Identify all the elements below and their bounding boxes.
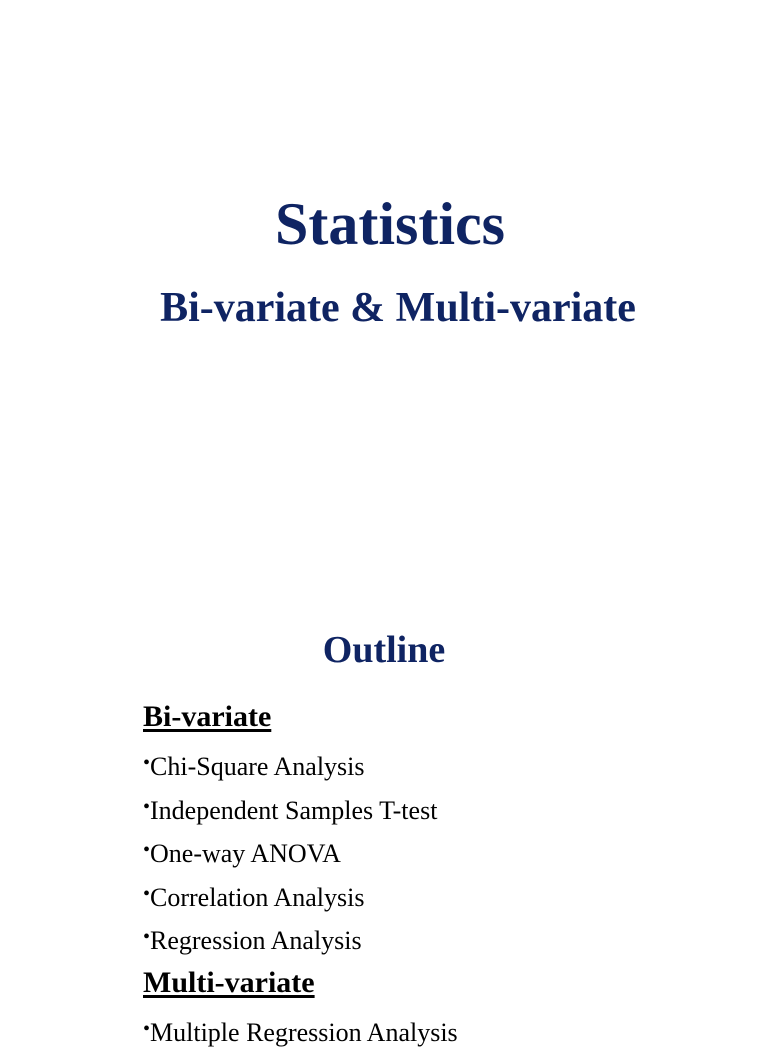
list-item-label: One-way ANOVA <box>150 839 341 868</box>
outline-slide <box>0 576 768 1047</box>
bullet-icon: • <box>143 752 151 774</box>
list-item-label: Regression Analysis <box>150 926 362 955</box>
bullet-icon: • <box>143 882 151 905</box>
list-item <box>143 829 437 873</box>
bivariate-list <box>143 742 437 960</box>
list-item <box>143 1008 458 1052</box>
slide-title: Statistics <box>275 191 505 257</box>
bullet-icon: • <box>143 839 151 861</box>
list-item-label: Chi-Square Analysis <box>150 752 365 781</box>
bullet-icon: • <box>143 795 151 818</box>
list-item <box>143 786 437 830</box>
bullet-icon: • <box>143 926 151 948</box>
list-item <box>143 742 437 786</box>
multivariate-list <box>143 1008 458 1052</box>
list-item-label: Correlation Analysis <box>150 882 365 912</box>
section-heading-multivariate: Multi-variate <box>143 966 315 999</box>
list-item-label: Multiple Regression Analysis <box>150 1018 458 1047</box>
list-item <box>143 873 437 917</box>
bullet-icon: • <box>143 1018 151 1040</box>
outline-heading: Outline <box>322 629 446 671</box>
list-item-label: Independent Samples T-test <box>150 795 438 825</box>
slide-subtitle: Bi-variate & Multi-variate <box>160 285 636 331</box>
section-heading-bivariate: Bi-variate <box>143 700 272 733</box>
list-item <box>143 916 437 960</box>
